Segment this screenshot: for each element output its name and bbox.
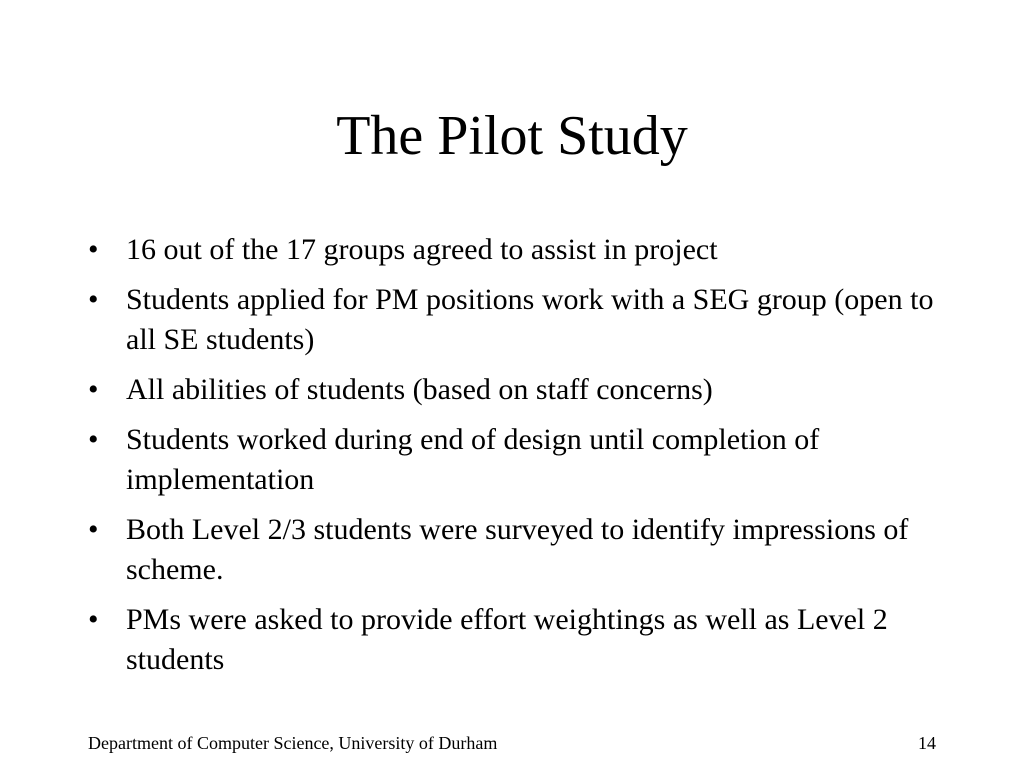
- bullet-item: [88, 370, 948, 410]
- bullet-icon: •: [88, 513, 99, 546]
- bullet-icon: •: [88, 373, 99, 406]
- bullet-item: [88, 510, 948, 590]
- bullet-icon: •: [88, 423, 99, 456]
- bullet-text: Students worked during end of design until completion of implementation: [126, 423, 820, 496]
- bullet-text: All abilities of students (based on staff concerns): [126, 373, 713, 406]
- bullet-icon: •: [88, 233, 99, 266]
- bullet-icon: •: [88, 603, 99, 636]
- bullet-text: Students applied for PM positions work with a SEG group (open to all SE students): [126, 283, 934, 356]
- bullet-text: Both Level 2/3 students were surveyed to identify impressions of scheme.: [126, 513, 909, 586]
- footer-page-number: 14: [918, 733, 936, 753]
- bullet-icon: •: [88, 283, 99, 316]
- slide-title: The Pilot Study: [336, 105, 688, 167]
- bullet-item: [88, 230, 948, 270]
- bullet-list: [88, 230, 948, 690]
- bullet-item: [88, 280, 948, 360]
- bullet-item: [88, 600, 948, 680]
- footer-department: Department of Computer Science, University of Durham: [88, 733, 498, 753]
- bullet-text: 16 out of the 17 groups agreed to assist in project: [126, 233, 718, 266]
- bullet-item: [88, 420, 948, 500]
- bullet-text: PMs were asked to provide effort weightings as well as Level 2 students: [126, 603, 888, 676]
